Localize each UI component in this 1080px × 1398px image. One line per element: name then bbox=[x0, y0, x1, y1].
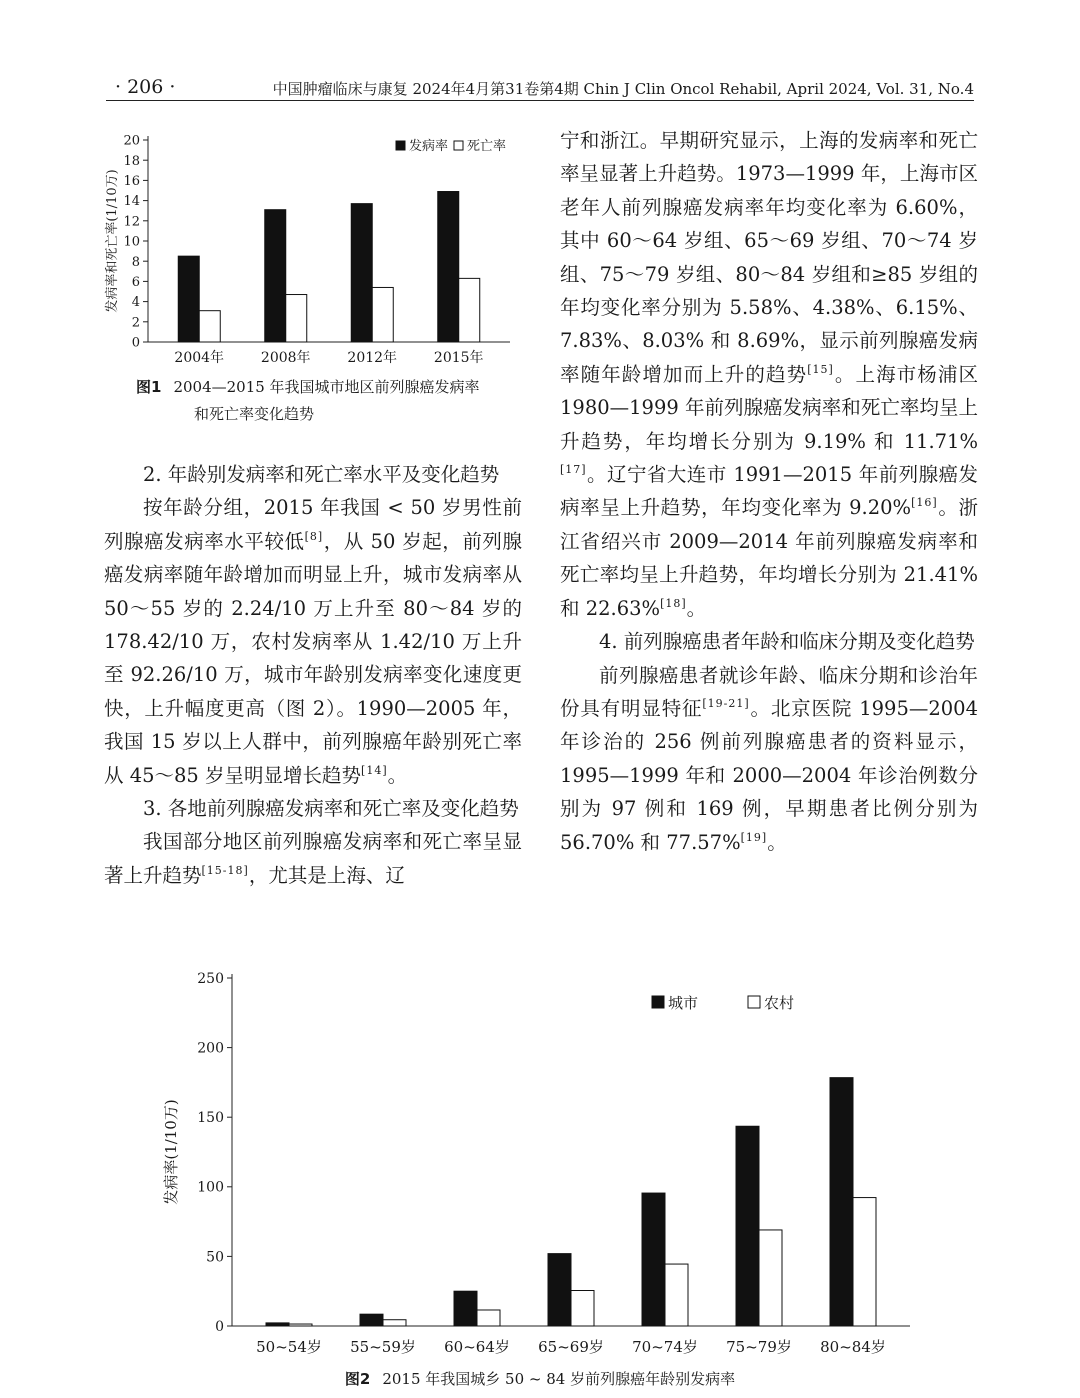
x-category-label: 55~59岁 bbox=[350, 1338, 416, 1356]
figure2-caption-label: 图2 bbox=[344, 1370, 371, 1388]
y-tick-label: 0 bbox=[131, 335, 140, 351]
text-span: 。 bbox=[686, 596, 707, 620]
bar-series2 bbox=[571, 1291, 594, 1326]
citation: [14] bbox=[361, 763, 388, 777]
y-tick-label: 0 bbox=[215, 1318, 224, 1335]
citation: [8] bbox=[304, 529, 324, 543]
citation: [19-21] bbox=[702, 696, 750, 710]
section3-paragraph bbox=[104, 825, 522, 892]
citation: [15] bbox=[807, 362, 834, 376]
legend-label: 农村 bbox=[764, 994, 795, 1012]
text-span: 。 bbox=[387, 763, 408, 787]
figure1-caption-label: 图1 bbox=[136, 378, 162, 396]
x-category-label: 50~54岁 bbox=[256, 1338, 322, 1356]
y-tick-label: 8 bbox=[131, 254, 140, 270]
x-category-label: 65~69岁 bbox=[538, 1338, 604, 1356]
legend-swatch bbox=[396, 141, 405, 150]
bar-series2 bbox=[199, 311, 220, 342]
x-category-label: 2015年 bbox=[433, 350, 484, 366]
x-category-label: 80~84岁 bbox=[820, 1338, 886, 1356]
y-tick-label: 16 bbox=[123, 173, 140, 189]
bar-series2 bbox=[372, 287, 393, 342]
y-tick-label: 14 bbox=[123, 194, 140, 210]
y-tick-label: 2 bbox=[131, 315, 140, 331]
figure2-caption bbox=[0, 1366, 1080, 1393]
text-span: 前列腺癌患者就诊年龄、临床分期和诊治年份具有明显特征 bbox=[560, 663, 978, 720]
x-category-label: 60~64岁 bbox=[444, 1338, 510, 1356]
section3-heading: 3. 各地前列腺癌发病率和死亡率及变化趋势 bbox=[143, 797, 519, 821]
text-span: 。北京医院 1995—2004 年诊治的 256 例前列腺癌患者的资料显示，1995—1999 年和 2000—2004 年诊治例数分别为 97 例和 169 例，早期患者比例分别为 56.70% 和 77.57% bbox=[560, 696, 978, 854]
bar-series2 bbox=[286, 295, 307, 342]
legend-swatch bbox=[652, 996, 664, 1008]
legend-label: 城市 bbox=[668, 994, 699, 1012]
bar-series1 bbox=[548, 1254, 571, 1326]
bar-series2 bbox=[759, 1230, 782, 1326]
y-axis-label: 发病率(1/10万) bbox=[162, 1099, 180, 1205]
legend-swatch bbox=[748, 996, 760, 1008]
header-rule bbox=[106, 100, 974, 101]
x-category-label: 75~79岁 bbox=[726, 1338, 792, 1356]
bar-series1 bbox=[642, 1193, 665, 1326]
figure1-caption bbox=[136, 374, 516, 428]
text-span: 宁和浙江。早期研究显示，上海的发病率和死亡率呈显著上升趋势。1973—1999 年，上海市区老年人前列腺癌发病率年均变化率为 6.60%，其中 60～64 岁组、65～69 岁组、70～74 岁组、75～79 岁组、80～84 岁组和≥85 岁组的年均变化率分别为 5.58%、4.38%、6.15%、7.83%、8.03% 和 8.69%，显示前列腺癌发病率随年龄增加而上升的趋势 bbox=[560, 129, 978, 386]
legend-label: 发病率 bbox=[409, 139, 449, 154]
y-tick-label: 50 bbox=[206, 1249, 224, 1266]
bar-series1 bbox=[351, 204, 372, 342]
citation: [18] bbox=[660, 596, 687, 610]
journal-header: 中国肿瘤临床与康复 2024年4月第31卷第4期 Chin J Clin Oncol Rehabil, April 2024, Vol. 31, No.4 bbox=[272, 80, 974, 98]
y-tick-label: 150 bbox=[197, 1110, 224, 1127]
citation: [17] bbox=[560, 463, 587, 477]
figure1-caption-line2: 和死亡率变化趋势 bbox=[194, 405, 315, 423]
figure2-chart bbox=[150, 964, 940, 1364]
section4-paragraph bbox=[560, 659, 978, 859]
bar-series1 bbox=[265, 210, 286, 342]
bar-series2 bbox=[477, 1310, 500, 1326]
bar-series2 bbox=[665, 1264, 688, 1326]
bar-series1 bbox=[830, 1078, 853, 1326]
y-tick-label: 250 bbox=[197, 970, 224, 987]
text-span: ，尤其是上海、辽 bbox=[248, 863, 405, 887]
x-category-label: 2004年 bbox=[174, 350, 225, 366]
legend-label: 死亡率 bbox=[467, 139, 507, 154]
x-category-label: 2012年 bbox=[347, 350, 398, 366]
bar-series2 bbox=[383, 1320, 406, 1326]
bar-series1 bbox=[266, 1323, 289, 1326]
section4-heading: 4. 前列腺癌患者年龄和临床分期及变化趋势 bbox=[599, 630, 975, 654]
y-tick-label: 10 bbox=[123, 234, 140, 250]
y-tick-label: 200 bbox=[197, 1040, 224, 1057]
y-axis-label: 发病率和死亡率(1/10万) bbox=[105, 169, 120, 313]
section3-continued-paragraph bbox=[560, 124, 978, 625]
y-tick-label: 100 bbox=[197, 1179, 224, 1196]
text-span: 。上海市杨浦区 1980—1999 年前列腺癌发病率和死亡率均呈上升趋势，年均增长分别为 9.19% 和 11.71% bbox=[560, 362, 978, 453]
text-span: 我国部分地区前列腺癌发病率和死亡率呈显著上升趋势 bbox=[104, 830, 522, 887]
y-tick-label: 12 bbox=[123, 214, 140, 230]
right-column bbox=[560, 124, 978, 859]
y-tick-label: 20 bbox=[123, 133, 140, 149]
text-span: 。浙江省绍兴市 2009—2014 年前列腺癌发病率和死亡率均呈上升趋势，年均增长分别为 21.41% 和 22.63% bbox=[560, 496, 978, 620]
bar-series2 bbox=[853, 1198, 876, 1326]
figure1-chart bbox=[100, 126, 530, 370]
bar-series1 bbox=[454, 1291, 477, 1326]
citation: [19] bbox=[740, 830, 768, 844]
section2-heading: 2. 年龄别发病率和死亡率水平及变化趋势 bbox=[143, 463, 500, 486]
legend-swatch bbox=[454, 141, 463, 150]
bar-series1 bbox=[178, 256, 199, 342]
figure1-caption-line1: 2004—2015 年我国城市地区前列腺癌发病率 bbox=[173, 378, 480, 396]
left-column bbox=[104, 458, 522, 892]
text-span: 。辽宁省大连市 1991—2015 年前列腺癌发病率呈上升趋势，年均变化率为 9.20% bbox=[560, 463, 978, 520]
bar-series2 bbox=[289, 1324, 312, 1326]
page-number: · 206 · bbox=[115, 76, 176, 98]
citation: [15-18] bbox=[201, 863, 249, 877]
text-span: 按年龄分组，2015 年我国 < 50 岁男性前列腺癌发病率水平较低 bbox=[104, 496, 522, 553]
bar-series2 bbox=[459, 278, 480, 342]
text-span: ，从 50 岁起，前列腺癌发病率随年龄增加而明显上升，城市发病率从 50～55 岁的 2.24/10 万上升至 80～84 岁的 178.42/10 万，农村发病率从 1.42/10 万上升至 92.26/10 万，城市年龄别发病率变化速度更快，上升幅度更高（图 2）。1990—2005 年，我国 15 岁以上人群中，前列腺癌年龄别死亡率从 45～85 岁呈明显增长趋势 bbox=[104, 529, 522, 787]
figure2-caption-text: 2015 年我国城乡 50 ~ 84 岁前列腺癌年龄别发病率 bbox=[382, 1370, 736, 1388]
x-category-label: 2008年 bbox=[260, 350, 311, 366]
bar-series1 bbox=[736, 1126, 759, 1326]
section2-paragraph bbox=[104, 491, 522, 792]
y-tick-label: 4 bbox=[131, 295, 140, 311]
y-tick-label: 18 bbox=[123, 153, 140, 169]
bar-series1 bbox=[438, 192, 459, 342]
citation: [16] bbox=[911, 496, 938, 510]
x-category-label: 70~74岁 bbox=[632, 1338, 698, 1356]
bar-series1 bbox=[360, 1314, 383, 1326]
text-span: 。 bbox=[767, 830, 787, 854]
y-tick-label: 6 bbox=[131, 274, 140, 290]
